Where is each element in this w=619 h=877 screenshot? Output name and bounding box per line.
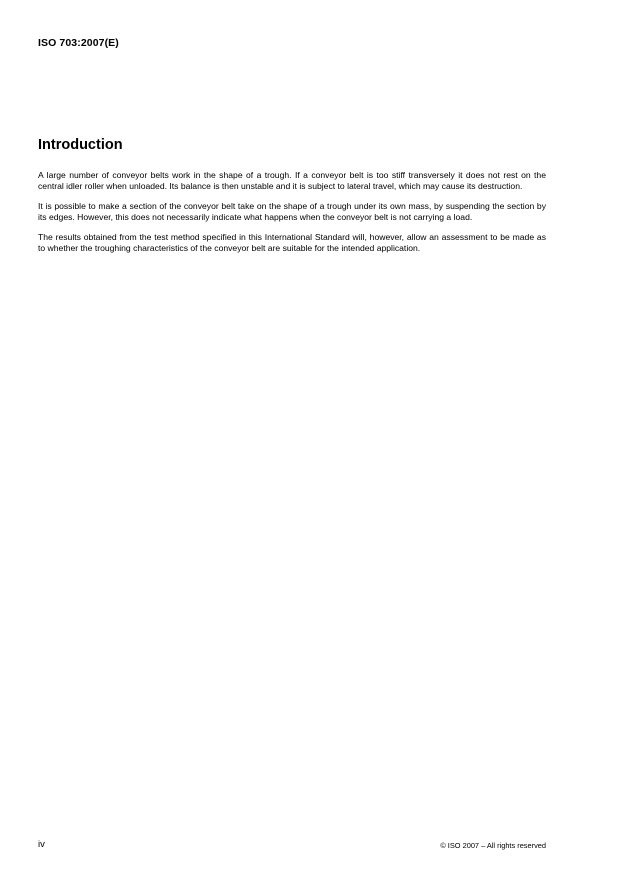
introduction-body <box>38 170 546 264</box>
footer-page-number: iv <box>38 839 45 850</box>
paragraph-2: It is possible to make a section of the conveyor belt take on the shape of a trough under its own mass, by suspending the section by its edges. However, this does not necessarily indicate what happens when the conveyor belt is not carrying a load. <box>38 201 546 222</box>
footer-copyright: © ISO 2007 – All rights reserved <box>440 841 546 850</box>
section-title: Introduction <box>38 137 123 153</box>
document-id-header: ISO 703:2007(E) <box>38 37 119 49</box>
paragraph-3: The results obtained from the test method specified in this International Standard will, however, allow an assessment to be made as to whether the troughing characteristics of the conveyor belt are suitable for the intended application. <box>38 232 546 253</box>
paragraph-1: A large number of conveyor belts work in the shape of a trough. If a conveyor belt is too stiff transversely it does not rest on the central idler roller when unloaded. Its balance is then unstable and it is subject to lateral travel, which may cause its destruction. <box>38 170 546 191</box>
